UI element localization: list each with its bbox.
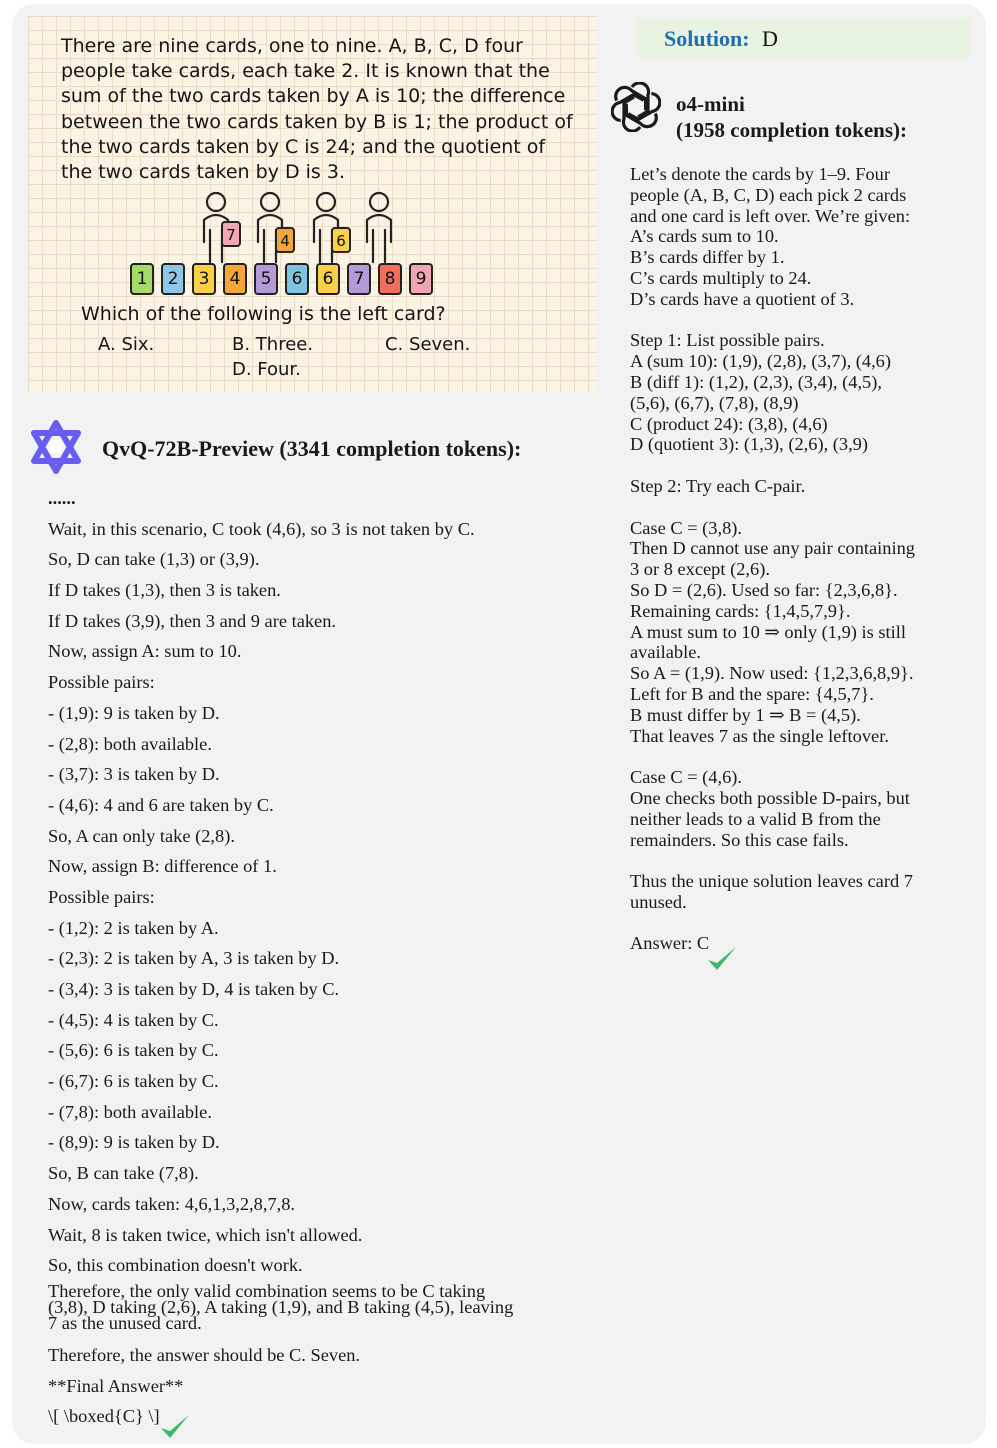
response-line: remainders. So this case fails. (630, 829, 849, 850)
puzzle-ask: Which of the following is the left card? (81, 303, 446, 325)
blank-line (630, 455, 960, 476)
qvq-final-answer (48, 1340, 596, 1432)
response-line: Step 2: Try each C-pair. (630, 475, 806, 496)
puzzle-question-text (61, 34, 581, 185)
response-line: A (sum 10): (1,9), (2,8), (3,7), (4,6) (630, 351, 891, 372)
response-line: B’s cards differ by 1. (630, 247, 785, 268)
response-line: - (2,8): both available. (48, 733, 212, 754)
blank-line (630, 497, 960, 518)
held-card-a (222, 222, 240, 246)
number-card: 8 (378, 263, 402, 295)
response-line: - (4,5): 4 is taken by C. (48, 1009, 219, 1030)
puzzle-question-line: sum of the two cards taken by A is 10; the difference (61, 85, 566, 108)
solution-banner (636, 18, 970, 58)
response-line: Now, assign B: difference of 1. (48, 856, 277, 877)
response-line: people (A, B, C, D) each pick 2 cards (630, 184, 907, 205)
response-line: B must differ by 1 ⇒ B = (4,5). (630, 704, 861, 725)
puzzle-question-line: There are nine cards, one to nine. A, B, C, D four (61, 35, 523, 57)
response-line: 3 or 8 except (2,6). (630, 559, 770, 580)
option-a: A. Six. (98, 334, 155, 355)
response-line: \[ \boxed{C} \] (48, 1406, 160, 1427)
response-line: and one card is left over. We’re given: (630, 205, 911, 226)
response-line: Remaining cards: {1,4,5,7,9}. (630, 600, 851, 621)
o4-mini-token-count: (1958 completion tokens): (676, 118, 907, 142)
response-line: A’s cards sum to 10. (630, 226, 779, 247)
blank-line (630, 850, 960, 871)
puzzle-question-line: between the two cards taken by B is 1; the product of (61, 110, 573, 133)
response-line: Step 1: List possible pairs. (630, 330, 825, 351)
response-line: So, A can only take (2,8). (48, 825, 235, 846)
response-line: C (product 24): (3,8), (4,6) (630, 413, 828, 434)
response-line: - (6,7): 6 is taken by C. (48, 1071, 219, 1092)
response-line: B (diff 1): (1,2), (2,3), (3,4), (4,5), (630, 371, 882, 392)
response-line: A must sum to 10 ⇒ only (1,9) is still (630, 621, 906, 642)
held-card-c (332, 228, 350, 252)
puzzle-illustration (28, 16, 596, 392)
response-line: Wait, in this scenario, C took (4,6), so 3 is not taken by C. (48, 518, 475, 539)
held-card-b (276, 228, 294, 252)
blank-line (630, 913, 960, 934)
response-line: 7 as the unused card. (48, 1313, 202, 1333)
response-line: Now, cards taken: 4,6,1,3,2,8,7,8. (48, 1193, 296, 1214)
number-card: 3 (192, 263, 216, 295)
response-line: Case C = (3,8). (630, 517, 743, 538)
response-line: - (1,2): 2 is taken by A. (48, 917, 219, 938)
number-card: 6 (285, 263, 309, 295)
solution-label: Solution: (664, 26, 750, 51)
response-line: That leaves 7 as the single leftover. (630, 725, 889, 746)
response-line: - (8,9): 9 is taken by D. (48, 1132, 220, 1153)
held-card-b-label: 4 (280, 232, 290, 250)
number-card: 7 (347, 263, 371, 295)
number-card: 4 (223, 263, 247, 295)
response-line: Therefore, the only valid combination seems to be C taking (48, 1281, 486, 1301)
option-b: B. Three. (232, 334, 314, 355)
held-card-c-label: 6 (336, 232, 346, 250)
response-line: Left for B and the spare: {4,5,7}. (630, 683, 874, 704)
response-line: So D = (2,6). Used so far: {2,3,6,8}. (630, 579, 898, 600)
response-line: Now, assign A: sum to 10. (48, 641, 242, 662)
response-line: **Final Answer** (48, 1375, 184, 1396)
response-line: - (3,4): 3 is taken by D, 4 is taken by C. (48, 979, 340, 999)
response-line: Case C = (4,6). (630, 767, 743, 788)
response-line: ...... (48, 488, 76, 508)
response-line: - (1,9): 9 is taken by D. (48, 702, 220, 723)
response-line: So, B can take (7,8). (48, 1163, 199, 1184)
qvq-logo-icon (28, 419, 84, 475)
response-line: So A = (1,9). Now used: {1,2,3,6,8,9}. (630, 663, 914, 684)
response-line: Possible pairs: (48, 886, 155, 907)
response-line: Then D cannot use any pair containing (630, 538, 915, 559)
response-line: neither leads to a valid B from the (630, 808, 881, 829)
response-line: D’s cards have a quotient of 3. (630, 288, 855, 309)
o4-mini-response-body (630, 164, 960, 954)
qvq-response-body (48, 483, 596, 1281)
response-line: C’s cards multiply to 24. (630, 267, 812, 288)
response-line: - (4,6): 4 and 6 are taken by C. (48, 794, 274, 815)
response-line: - (7,8): both available. (48, 1101, 212, 1122)
qvq-model-title: QvQ-72B-Preview (3341 completion tokens): (102, 436, 522, 461)
option-d: D. Four. (232, 359, 301, 380)
response-line: So, D can take (1,3) or (3,9). (48, 549, 260, 570)
response-line: - (5,6): 6 is taken by C. (48, 1040, 219, 1061)
blank-line (630, 310, 960, 331)
response-line: If D takes (1,3), then 3 is taken. (48, 580, 281, 601)
held-card-a-label: 7 (226, 226, 236, 244)
number-card: 5 (254, 263, 278, 295)
response-line: Therefore, the answer should be C. Seven. (48, 1345, 361, 1365)
blank-line (630, 746, 960, 767)
number-card: 6 (316, 263, 340, 295)
puzzle-question-line: the two cards taken by C is 24; and the quotient of (61, 135, 546, 158)
number-card: 9 (409, 263, 433, 295)
checkmark-icon (158, 1410, 192, 1444)
solution-value: D (762, 26, 778, 51)
response-line: available. (630, 642, 701, 663)
response-line: Possible pairs: (48, 672, 155, 693)
response-line: So, this combination doesn't work. (48, 1255, 303, 1276)
response-line: D (quotient 3): (1,3), (2,6), (3,9) (630, 434, 869, 455)
response-line: If D takes (3,9), then 3 and 9 are taken. (48, 610, 337, 631)
o4-mini-model-name: o4-mini (676, 92, 745, 116)
number-card: 2 (161, 263, 185, 295)
qvq-overlapping-paragraph (48, 1283, 596, 1331)
people-figures (198, 190, 398, 266)
response-line: (5,6), (6,7), (7,8), (8,9) (630, 392, 799, 413)
response-line: One checks both possible D-pairs, but (630, 787, 910, 808)
puzzle-question-line: people take cards, each take 2. It is known that the (61, 60, 550, 83)
puzzle-question-line: the two cards taken by D is 3. (61, 161, 345, 184)
response-line: unused. (630, 891, 687, 912)
response-line: Wait, 8 is taken twice, which isn't allowed. (48, 1224, 363, 1245)
response-line: - (2,3): 2 is taken by A, 3 is taken by D. (48, 948, 340, 969)
response-line: (3,8), D taking (2,6), A taking (1,9), and B taking (4,5), leaving (48, 1297, 514, 1317)
openai-logo-icon (611, 82, 661, 132)
response-line: - (3,7): 3 is taken by D. (48, 764, 220, 785)
option-c: C. Seven. (385, 334, 471, 355)
checkmark-icon (705, 942, 739, 976)
response-line: Let’s denote the cards by 1–9. Four (630, 164, 890, 184)
number-card: 1 (130, 263, 154, 295)
person-d-figure (367, 193, 391, 262)
response-line: Thus the unique solution leaves card 7 (630, 871, 913, 892)
response-line: Answer: C (630, 933, 710, 954)
